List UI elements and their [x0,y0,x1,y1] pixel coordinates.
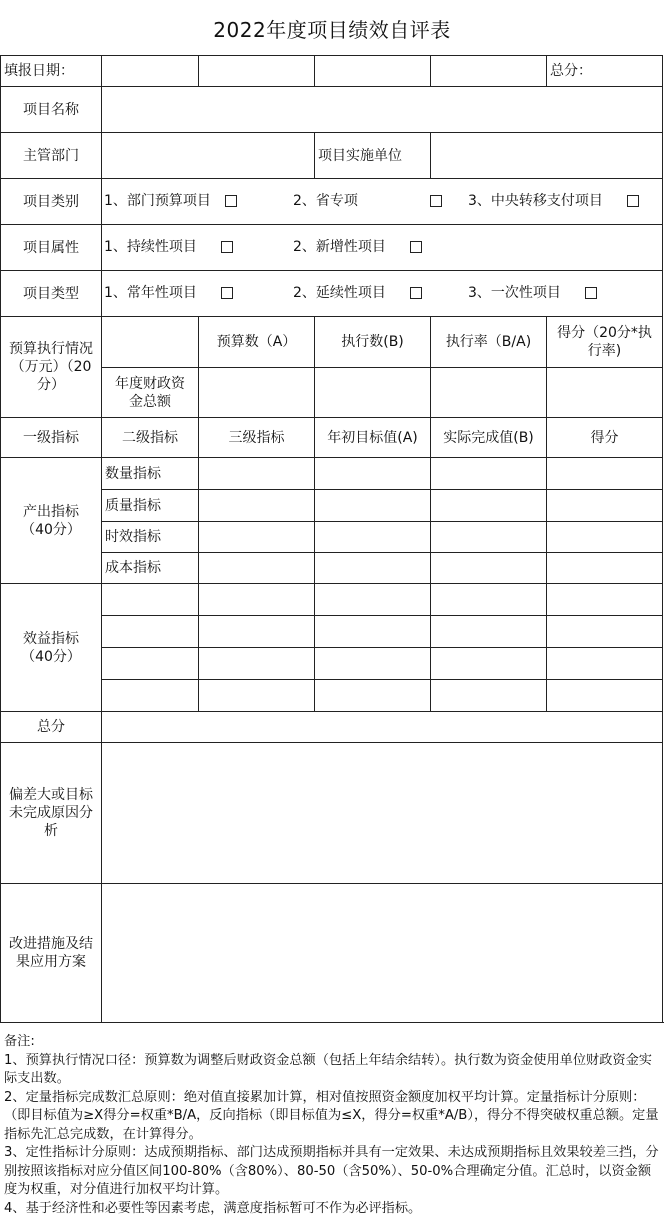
fill-date-label: 填报日期： [0,55,102,87]
impl-unit-label: 项目实施单位 [314,132,431,179]
budget-planned-field[interactable] [198,367,315,418]
improvement-label: 改进措施及结果应用方案 [0,883,102,1023]
option-label: 1、常年性项目 [104,285,197,301]
table-cell[interactable] [546,583,663,616]
budget-header-blank [101,316,199,368]
table-cell[interactable] [546,552,663,584]
table-cell[interactable] [546,679,663,712]
indicator-header-l3: 三级指标 [198,417,315,458]
benefit-indicator-label: 效益指标（40分） [0,583,102,712]
impl-unit-field[interactable] [430,132,663,179]
table-cell[interactable] [314,647,431,680]
table-cell[interactable] [430,647,547,680]
table-cell[interactable] [314,679,431,712]
table-cell[interactable] [101,583,199,616]
attribute-label: 项目属性 [0,224,102,271]
checkbox-icon[interactable] [430,195,442,207]
table-cell[interactable] [430,489,547,522]
table-cell[interactable] [101,679,199,712]
table-cell[interactable] [430,552,547,584]
table-cell[interactable] [101,615,199,648]
checkbox-icon[interactable] [225,195,237,207]
improvement-field[interactable] [101,883,663,1023]
option-label: 2、新增性项目 [293,239,386,255]
budget-row-label: 年度财政资金总额 [101,367,199,418]
dept-label: 主管部门 [0,132,102,179]
budget-score-field[interactable] [546,367,663,418]
budget-rate-field[interactable] [430,367,547,418]
category-option-2[interactable] [290,178,460,224]
type-option-1[interactable] [101,270,291,316]
category-option-1[interactable] [101,178,291,224]
output-item-cost: 成本指标 [101,552,199,584]
budget-label: 预算执行情况（万元）（20分） [0,316,102,418]
total-score-label: 总分： [546,55,663,87]
deviation-field[interactable] [101,742,663,884]
note-item: 1、预算执行情况口径：预算数为调整后财政资金总额（包括上年结余结转）。执行数为资金使用单位财政资金实际支出数。 [4,1052,652,1086]
option-label: 1、部门预算项目 [104,193,211,209]
fill-date-field-2[interactable] [198,55,315,87]
notes-heading: 备注: [4,1034,35,1049]
total-label: 总分 [0,711,102,743]
dept-field[interactable] [101,132,315,179]
output-indicator-label: 产出指标（40分） [0,457,102,584]
table-cell[interactable] [430,457,547,490]
project-name-field[interactable] [101,86,663,133]
table-cell[interactable] [546,489,663,522]
attribute-option-2[interactable] [290,224,460,270]
table-cell[interactable] [198,457,315,490]
output-item-quality: 质量指标 [101,489,199,522]
table-cell[interactable] [314,615,431,648]
option-label: 2、省专项 [293,193,358,209]
table-cell[interactable] [430,521,547,553]
table-cell[interactable] [198,583,315,616]
budget-header-planned: 预算数（A） [198,316,315,368]
category-label: 项目类别 [0,178,102,225]
table-cell[interactable] [198,679,315,712]
project-name-label: 项目名称 [0,86,102,133]
note-item: 3、定性指标计分原则：达成预期指标、部门达成预期指标并具有一定效果、未达成预期指标且效果较差三挡，分别按照该指标对应分值区间100-80%（含80%）、80-50（含50%）、50-0%合理确定分值。汇总时，以资金额度为权重，对分值进行加权平均计算。 [4,1145,659,1197]
type-label: 项目类型 [0,270,102,317]
table-cell[interactable] [546,647,663,680]
form-title: 2022年度项目绩效自评表 [213,17,451,42]
output-item-timeliness: 时效指标 [101,521,199,553]
table-cell[interactable] [546,521,663,553]
table-cell[interactable] [101,647,199,680]
budget-header-rate: 执行率（B/A) [430,316,547,368]
checkbox-icon[interactable] [627,195,639,207]
fill-date-field-1[interactable] [101,55,199,87]
note-item: 4、基于经济性和必要性等因素考虑，满意度指标暂可不作为必评指标。 [4,1200,422,1216]
indicator-header-target: 年初目标值(A) [314,417,431,458]
table-cell[interactable] [430,583,547,616]
table-cell[interactable] [430,615,547,648]
fill-date-field-3[interactable] [314,55,431,87]
fill-date-field-4[interactable] [430,55,547,87]
type-option-2[interactable] [290,270,460,316]
table-cell[interactable] [546,457,663,490]
option-label: 1、持续性项目 [104,239,197,255]
checkbox-icon[interactable] [585,287,597,299]
option-label: 3、中央转移支付项目 [468,193,603,209]
note-item: 2、定量指标完成数汇总原则：绝对值直接累加计算，相对值按照资金额度加权平均计算。定量指标计分原则：（即目标值为≥X得分=权重*B/A，反向指标（即目标值为≤X，得分=权重*A/B），得分不得突破权重总额。定量指标先汇总完成数，在计算得分。 [4,1089,659,1142]
budget-header-executed: 执行数(B) [314,316,431,368]
indicator-header-l1: 一级指标 [0,417,102,458]
total-field[interactable] [101,711,663,743]
table-cell[interactable] [314,489,431,522]
checkbox-icon[interactable] [410,241,422,253]
budget-executed-field[interactable] [314,367,431,418]
category-option-3[interactable] [465,178,663,224]
indicator-header-score: 得分 [546,417,663,458]
table-cell[interactable] [198,647,315,680]
table-cell[interactable] [198,521,315,553]
table-cell[interactable] [314,583,431,616]
attribute-option-1[interactable] [101,224,291,270]
table-cell[interactable] [314,552,431,584]
budget-header-score: 得分（20分*执行率) [546,316,663,368]
checkbox-icon[interactable] [221,241,233,253]
indicator-header-l2: 二级指标 [101,417,199,458]
table-cell[interactable] [198,552,315,584]
indicator-header-actual: 实际完成值(B) [430,417,547,458]
deviation-label: 偏差大或目标未完成原因分析 [0,742,102,884]
option-label: 2、延续性项目 [293,285,386,301]
option-label: 3、一次性项目 [468,285,561,301]
table-cell[interactable] [314,457,431,490]
type-option-3[interactable] [465,270,663,316]
table-cell[interactable] [198,615,315,648]
checkbox-icon[interactable] [410,287,422,299]
checkbox-icon[interactable] [221,287,233,299]
table-cell[interactable] [430,679,547,712]
output-item-quantity: 数量指标 [101,457,199,490]
table-cell[interactable] [198,489,315,522]
table-cell[interactable] [546,615,663,648]
table-cell[interactable] [314,521,431,553]
notes-section [0,1022,664,1230]
